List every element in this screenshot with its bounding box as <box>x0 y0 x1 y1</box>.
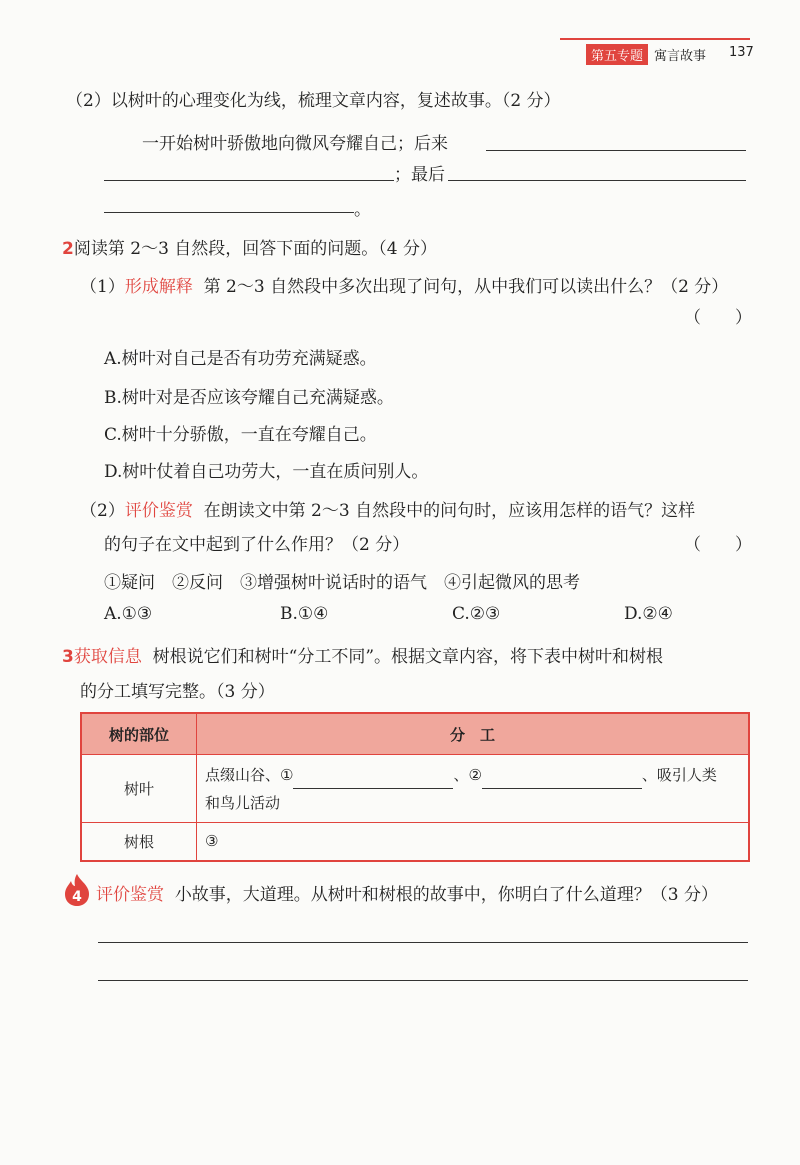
answer-blank-1[interactable] <box>486 150 746 151</box>
table-row <box>81 755 749 823</box>
table-row <box>81 823 749 861</box>
q2-number: 2 <box>62 239 74 259</box>
q3-number: 3 <box>62 647 74 667</box>
table-header-division: 分 工 <box>197 713 750 755</box>
q2-2-choices: ①疑问 ②反问 ③增强树叶说话时的语气 ④引起微风的思考 <box>104 573 580 593</box>
flame-icon <box>62 873 92 907</box>
q1-2-line3-end: 。 <box>354 200 371 220</box>
q2-1-option-d: D.树叶仗着自己功劳大，一直在质问别人。 <box>104 462 429 482</box>
table-cell-part: 树根 <box>81 823 197 861</box>
q2-1-prompt <box>80 272 728 297</box>
q2-1-label: （1） <box>80 277 125 297</box>
q2-2-option-a: A.①③ <box>104 604 153 624</box>
answer-blank-3[interactable] <box>448 180 746 181</box>
q2-2-label: （2） <box>80 501 125 521</box>
header-topic-tag: 第五专题 <box>586 44 648 65</box>
q1-2-prompt <box>66 86 561 111</box>
q2-2-prompt <box>80 496 695 521</box>
q4-answer-line-1[interactable] <box>98 942 748 943</box>
q2-1-tag: 形成解释 <box>124 277 193 297</box>
q4-text: 小故事，大道理。从树叶和树根的故事中，你明白了什么道理？（3 分） <box>174 885 719 905</box>
root-seg1: ③ <box>205 832 219 851</box>
answer-blank-4[interactable] <box>104 212 354 213</box>
q1-2-text: 以树叶的心理变化为线，梳理文章内容，复述故事。（2 分） <box>110 91 561 111</box>
q3-text-line2: 的分工填写完整。（3 分） <box>80 682 275 702</box>
leaf-seg4: 和鸟儿活动 <box>205 793 281 812</box>
q2-2-text-line1: 在朗读文中第 2～3 自然段中的问句时，应该用怎样的语气？这样 <box>203 501 696 521</box>
q1-2-label: （2） <box>66 91 111 111</box>
division-table <box>80 712 750 862</box>
q2-2-option-c: C.②③ <box>452 604 501 624</box>
table-blank-2[interactable] <box>482 788 642 789</box>
table-cell-division[interactable] <box>197 823 750 861</box>
table-cell-division <box>197 755 750 823</box>
answer-blank-2[interactable] <box>104 180 394 181</box>
q3-text-line1: 树根说它们和树叶“分工不同”。根据文章内容，将下表中树叶和树根 <box>152 647 664 667</box>
q3-prompt <box>62 642 663 667</box>
q1-2-line2-text: ；最后 <box>394 165 445 185</box>
q2-2-text-line2: 的句子在文中起到了什么作用？（2 分） <box>104 535 410 555</box>
q2-2-option-b: B.①④ <box>280 604 329 624</box>
table-header-part: 树的部位 <box>81 713 197 755</box>
header-title: 寓言故事 <box>654 49 707 64</box>
q2-prompt <box>62 234 437 259</box>
table-cell-part: 树叶 <box>81 755 197 823</box>
q4-number: 4 <box>72 889 82 905</box>
q2-1-option-b: B.树叶对是否应该夸耀自己充满疑惑。 <box>104 388 394 408</box>
q4-prompt <box>96 880 718 905</box>
q2-text: 阅读第 2～3 自然段，回答下面的问题。（4 分） <box>73 239 438 259</box>
header-rule <box>560 38 750 40</box>
table-blank-1[interactable] <box>293 788 453 789</box>
q2-1-option-a: A.树叶对自己是否有功劳充满疑惑。 <box>104 349 377 369</box>
leaf-seg2: 、② <box>453 765 482 784</box>
q2-1-answer-paren[interactable]: （ ） <box>684 308 752 328</box>
q2-1-option-c: C.树叶十分骄傲，一直在夸耀自己。 <box>104 425 377 445</box>
table-header-row <box>81 713 749 755</box>
q2-2-answer-paren[interactable]: （ ） <box>684 535 752 555</box>
page-number: 137 <box>729 45 754 60</box>
q4-tag: 评价鉴赏 <box>96 885 164 905</box>
q2-1-text: 第 2～3 自然段中多次出现了问句，从中我们可以读出什么？（2 分） <box>203 277 729 297</box>
leaf-seg3: 、吸引人类 <box>641 765 717 784</box>
q1-2-line1-text: 一开始树叶骄傲地向微风夸耀自己；后来 <box>142 134 448 154</box>
leaf-seg1: 点缀山谷、① <box>205 765 294 784</box>
q3-tag: 获取信息 <box>73 647 142 667</box>
q2-2-tag: 评价鉴赏 <box>124 501 193 521</box>
q4-answer-line-2[interactable] <box>98 980 748 981</box>
q2-2-option-d: D.②④ <box>624 604 673 624</box>
